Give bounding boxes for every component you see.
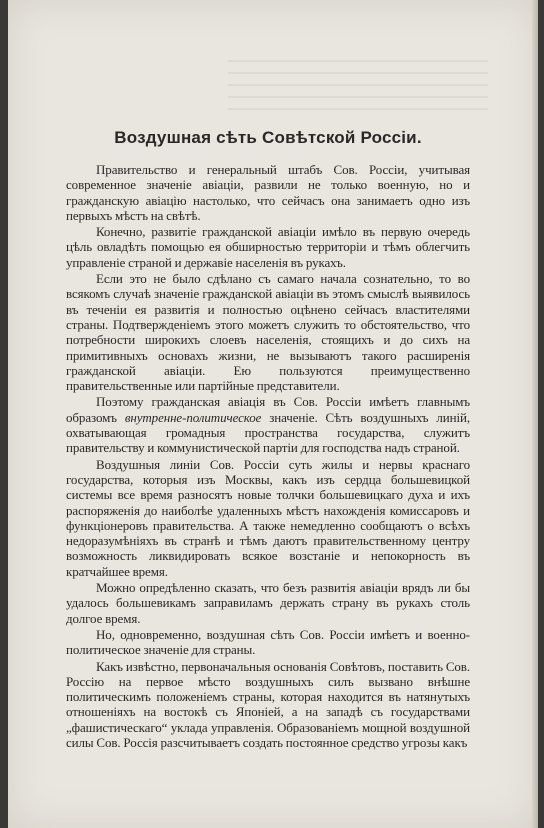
paragraph-4-end: значеніе. Сѣть воздушныхъ линій, охватывающая громадныя пространства государства, служитъ правительству и коммунистической партіи для господства надъ страной. xyxy=(66,409,470,456)
article-title: Воздушная сѣть Совѣтской Россіи. xyxy=(114,128,422,147)
page-edge xyxy=(532,0,538,828)
emphasis-text: внутренне-политическое xyxy=(124,409,262,425)
paragraph-1: Правительство и генеральный штабъ Сов. Россіи, учитывая современное значеніе авіаціи, развили не только военную, но и гражданскую авіацію настолько, что сейчасъ она занимаетъ одно изъ первыхъ мѣстъ на свѣтѣ. xyxy=(66,162,470,223)
article xyxy=(66,128,470,751)
paragraph-8: Какъ извѣстно, первоначальныя основанія Совѣтовъ, поставить Сов. Россію на первое мѣсто воздушныхъ силъ вызвано внѣшне политическимъ положеніемъ страны, которая находится въ натянутыхъ отношеніяхъ на востокѣ съ Японіей, а на западѣ съ государствами „фашистическаго“ уклада управленія. Образованіемъ мощной воздушной силы Сов. Россія разсчитываетъ создать постоянное средство угрозы какъ xyxy=(66,658,470,750)
document-page xyxy=(8,0,538,828)
bleed-through-text xyxy=(228,60,488,120)
paragraph-2: Конечно, развитіе гражданской авіаціи имѣло въ первую очередь цѣль овладѣть помощью ея обширностью территоріи и тѣмъ облегчить управленіе страной и державіе населенія въ рукахъ. xyxy=(66,224,470,270)
paragraph-7: Но, одновременно, воздушная сѣть Сов. Россіи имѣетъ и военно-политическое значеніе для страны. xyxy=(66,626,470,658)
paragraph-6: Можно опредѣленно сказать, что безъ развитія авіаціи врядъ ли бы удалось большевикамъ заправиламъ держать страну въ рукахъ столь долгое время. xyxy=(66,580,470,626)
paragraph-4-start: Поэтому гражданская авіація въ Сов. Россіи имѣетъ главнымъ образомъ xyxy=(66,394,470,425)
paragraph-4 xyxy=(66,394,470,455)
paragraph-3: Если это не было сдѣлано съ самаго начала сознательно, то во всякомъ случаѣ значеніе гражданской авіаціи въ этомъ смыслѣ выявилось въ теченіи ея развитія и полностью оцѣнено сейчасъ властителями страны. Подтвержденіемъ этого можетъ служить то обстоятельство, что потребности широкихъ слоевъ населенія, стоящихъ и до сихъ на примитивныхъ основахъ жизни, не вызываютъ такого расширенія гражданской авіаціи. Ею пользуются преимущественно правительственные или партійные представители. xyxy=(66,271,470,394)
paragraph-5: Воздушныя линіи Сов. Россіи суть жилы и нервы краснаго государства, которыя изъ Москвы, какъ изъ сердца большевицкой системы все время разносятъ новые толчки большевицкаго духа и ихъ распоряженія до наиболѣе удаленныхъ мѣстъ нахожденія комиссаровъ и функціонеровъ правительства. А также немедленно сообщаютъ о всѣхъ недоразумѣніяхъ въ странѣ и тѣмъ даютъ правительственному центру возможность ликвидировать всякое возстаніе и непокорность въ кратчайшее время. xyxy=(66,456,470,579)
